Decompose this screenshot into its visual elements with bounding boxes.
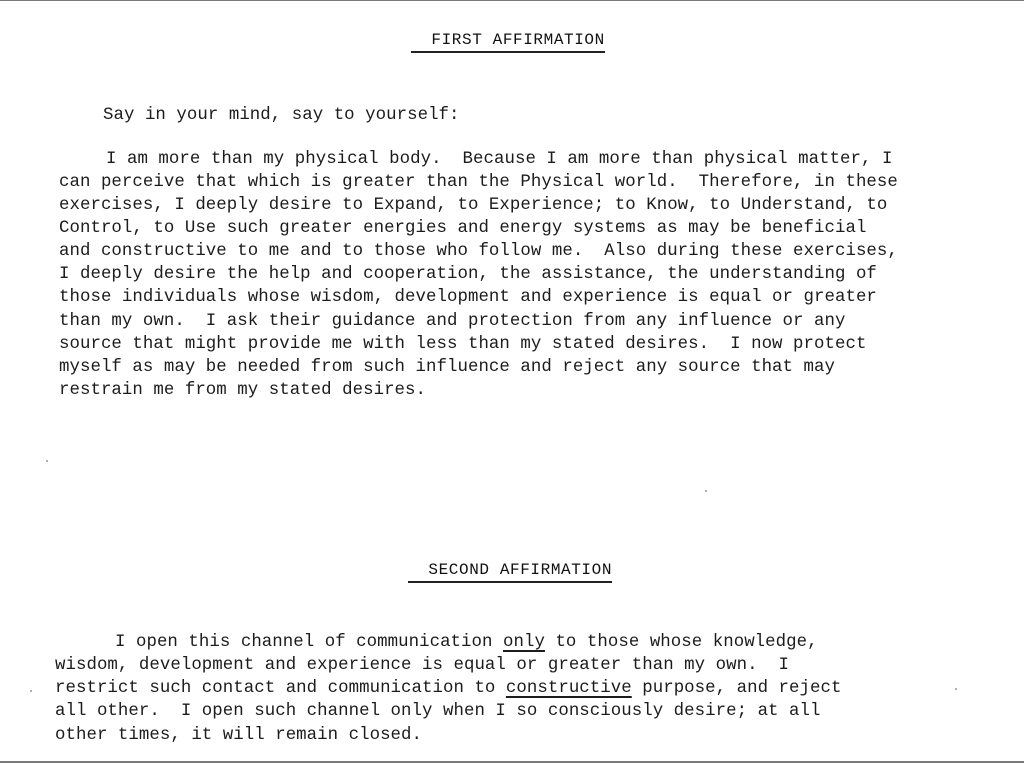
second-affirmation-title-text: SECOND AFFIRMATION	[428, 561, 613, 579]
scan-speck	[30, 690, 32, 692]
title-underline	[411, 51, 605, 53]
first-affirmation-title-text: FIRST AFFIRMATION	[431, 31, 605, 49]
first-affirmation-intro: Say in your mind, say to yourself:	[103, 106, 460, 125]
body-line: other times, it will remain closed.	[55, 726, 423, 745]
body-line: I am more than my physical body. Because I am more than physical matter, I	[106, 150, 893, 169]
text-run: purpose, and reject	[631, 679, 842, 698]
title-underline	[408, 581, 612, 583]
text-run: I open this channel of communication	[115, 633, 503, 652]
text-run: restrict such contact and communication to	[55, 679, 506, 698]
body-line: those individuals whose wisdom, development and experience is equal or greater	[59, 288, 877, 307]
emphasis-only: only	[503, 633, 545, 652]
second-affirmation-title	[408, 540, 612, 580]
body-line	[55, 679, 841, 699]
body-line: wisdom, development and experience is equal or greater than my own. I	[55, 656, 790, 675]
scan-speck	[705, 490, 707, 492]
scan-speck	[955, 688, 957, 690]
body-line: exercises, I deeply desire to Expand, to Experience; to Know, to Understand, to	[59, 196, 888, 215]
body-line: than my own. I ask their guidance and protection from any influence or any	[59, 312, 846, 331]
body-line: restrain me from my stated desires.	[59, 381, 427, 400]
body-line: can perceive that which is greater than the Physical world. Therefore, in these	[59, 173, 898, 192]
first-affirmation-title	[411, 10, 605, 50]
body-line	[115, 633, 818, 653]
body-line: and constructive to me and to those who follow me. Also during these exercises,	[59, 242, 898, 261]
body-line: myself as may be needed from such influence and reject any source that may	[59, 358, 835, 377]
body-line: all other. I open such channel only when I so consciously desire; at all	[55, 702, 821, 721]
body-line: I deeply desire the help and cooperation, the assistance, the understanding of	[59, 265, 877, 284]
text-run: to those whose knowledge,	[544, 633, 818, 652]
emphasis-constructive: constructive	[505, 679, 632, 698]
scan-top-border	[0, 0, 1024, 1]
scan-speck	[46, 460, 48, 462]
body-line: source that might provide me with less than my stated desires. I now protect	[59, 335, 867, 354]
body-line: Control, to Use such greater energies and energy systems as may be beneficial	[59, 219, 867, 238]
